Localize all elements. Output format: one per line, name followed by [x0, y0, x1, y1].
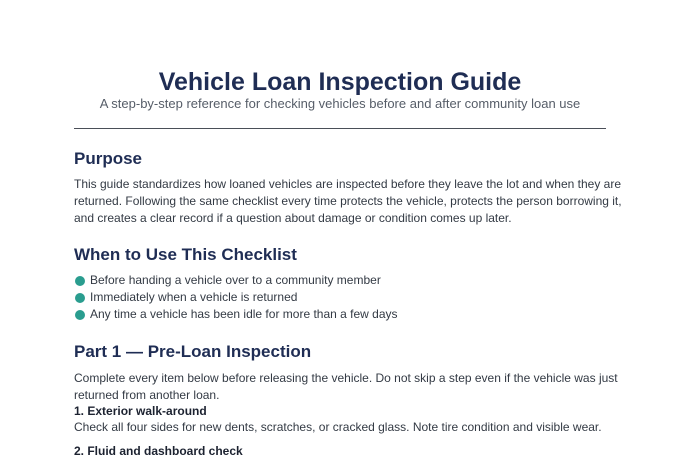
bullet-icon: [75, 293, 85, 303]
part1-heading: Part 1 — Pre-Loan Inspection: [74, 342, 312, 361]
list-item-text: Immediately when a vehicle is returned: [90, 290, 298, 304]
when-to-use-list: [74, 272, 398, 323]
step-description: [74, 419, 614, 436]
part1-intro-line: returned from another loan.: [74, 388, 220, 402]
list-item: [74, 289, 398, 306]
list-item-text: Any time a vehicle has been idle for more than a few days: [90, 307, 398, 321]
part1-intro-line: Complete every item below before releasing the vehicle. Do not skip a step even if the vehicle was just: [74, 371, 618, 385]
purpose-line: This guide standardizes how loaned vehicles are inspected before they leave the lot and when they are: [74, 177, 622, 191]
part1-intro: [74, 370, 618, 404]
when-to-use-heading: When to Use This Checklist: [74, 245, 297, 264]
step-title: 1. Exterior walk-around: [74, 404, 207, 418]
document-title: Vehicle Loan Inspection Guide: [158, 68, 522, 96]
list-item-text: Before handing a vehicle over to a community member: [90, 273, 381, 287]
document-subtitle: A step-by-step reference for checking vehicles before and after community loan use: [99, 96, 581, 111]
purpose-paragraph: [74, 176, 622, 227]
step-text: Check all four sides for new dents, scratches, or cracked glass. Note tire condition and visible wear.: [74, 420, 602, 434]
purpose-line: and creates a clear record if a question about damage or condition comes up later.: [74, 211, 512, 225]
list-item: [74, 272, 398, 289]
purpose-heading: Purpose: [74, 149, 143, 168]
bullet-icon: [75, 276, 85, 286]
step-title: 2. Fluid and dashboard check: [74, 444, 243, 458]
title-divider: [74, 128, 606, 129]
bullet-icon: [75, 310, 85, 320]
list-item: [74, 306, 398, 323]
purpose-line: returned. Following the same checklist every time protects the vehicle, protects the person borrowing it,: [74, 194, 622, 208]
